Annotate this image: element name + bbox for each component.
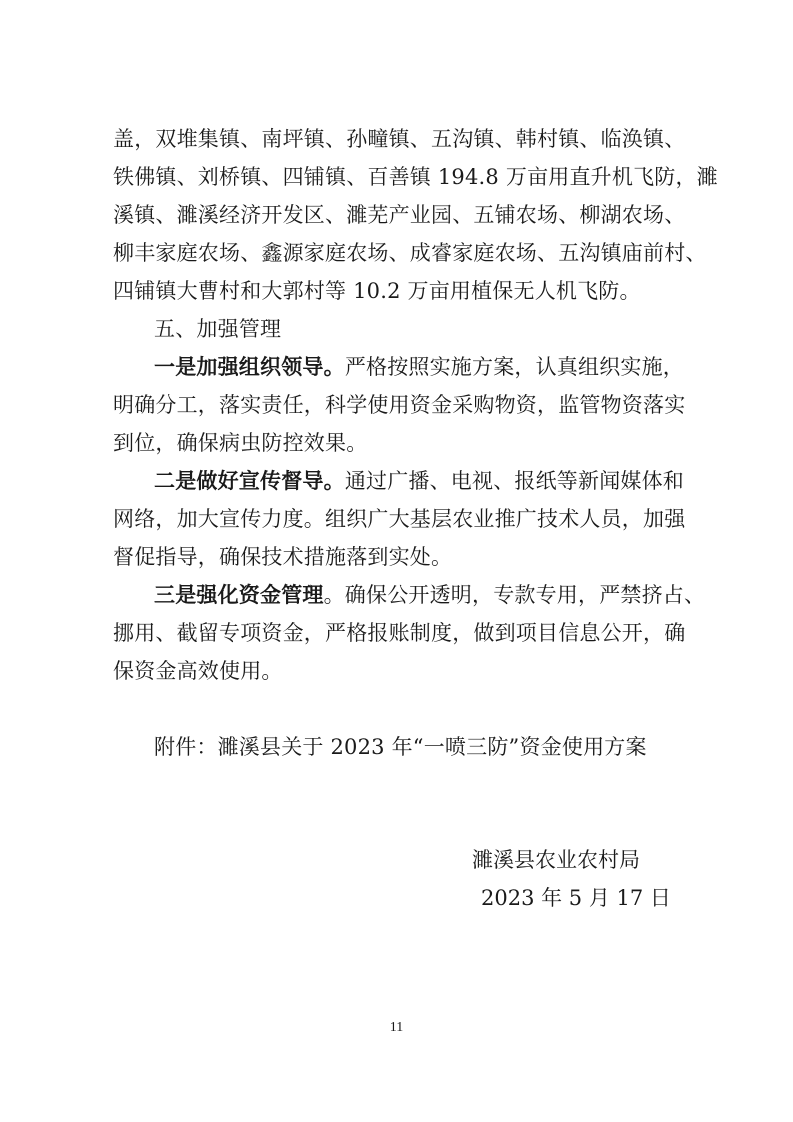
para2-first-line-rest: 通过广播、电视、报纸等新闻媒体和 <box>344 469 685 493</box>
para3-line-2: 挪用、截留专项资金，严格报账制度，做到项目信息公开，确 <box>113 621 686 645</box>
body-line-3: 溪镇、濉溪经济开发区、濉芜产业园、五铺农场、柳湖农场、 <box>113 203 686 227</box>
para3-first-line-rest: 。确保公开透明，专款专用，严禁挤占、 <box>323 583 706 607</box>
para3-line-3: 保资金高效使用。 <box>113 659 283 683</box>
body-line-1: 盖，双堆集镇、南坪镇、孙疃镇、五沟镇、韩村镇、临涣镇、 <box>113 127 686 151</box>
para1-first-line <box>154 353 684 381</box>
para1-line-3: 到位，确保病虫防控效果。 <box>113 431 368 455</box>
page-number: 11 <box>389 1020 404 1035</box>
para2-lead: 二是做好宣传督导。 <box>154 469 345 493</box>
body-line-2: 铁佛镇、刘桥镇、四铺镇、百善镇 194.8 万亩用直升机飞防，濉 <box>113 165 718 189</box>
para1-first-line-rest: 严格按照实施方案，认真组织实施， <box>344 355 685 379</box>
body-line-4: 柳丰家庭农场、鑫源家庭农场、成睿家庭农场、五沟镇庙前村、 <box>113 241 707 265</box>
body-line-5: 四铺镇大曹村和大郭村等 10.2 万亩用植保无人机飞防。 <box>113 279 641 303</box>
para2-line-2: 网络，加大宣传力度。组织广大基层农业推广技术人员，加强 <box>113 507 686 531</box>
para1-line-2: 明确分工，落实责任，科学使用资金采购物资，监管物资落实 <box>113 393 686 417</box>
section-heading: 五、加强管理 <box>154 317 282 341</box>
signature-date: 2023 年 5 月 17 日 <box>481 886 671 910</box>
para3-first-line <box>154 581 705 609</box>
para2-line-3: 督促指导，确保技术措施落到实处。 <box>113 545 453 569</box>
signature-org: 濉溪县农业农村局 <box>472 848 640 872</box>
para3-lead: 三是强化资金管理 <box>154 583 324 607</box>
para1-lead: 一是加强组织领导。 <box>154 355 345 379</box>
attachment-line: 附件：濉溪县关于 2023 年“一喷三防”资金使用方案 <box>154 735 647 759</box>
para2-first-line <box>154 467 684 495</box>
